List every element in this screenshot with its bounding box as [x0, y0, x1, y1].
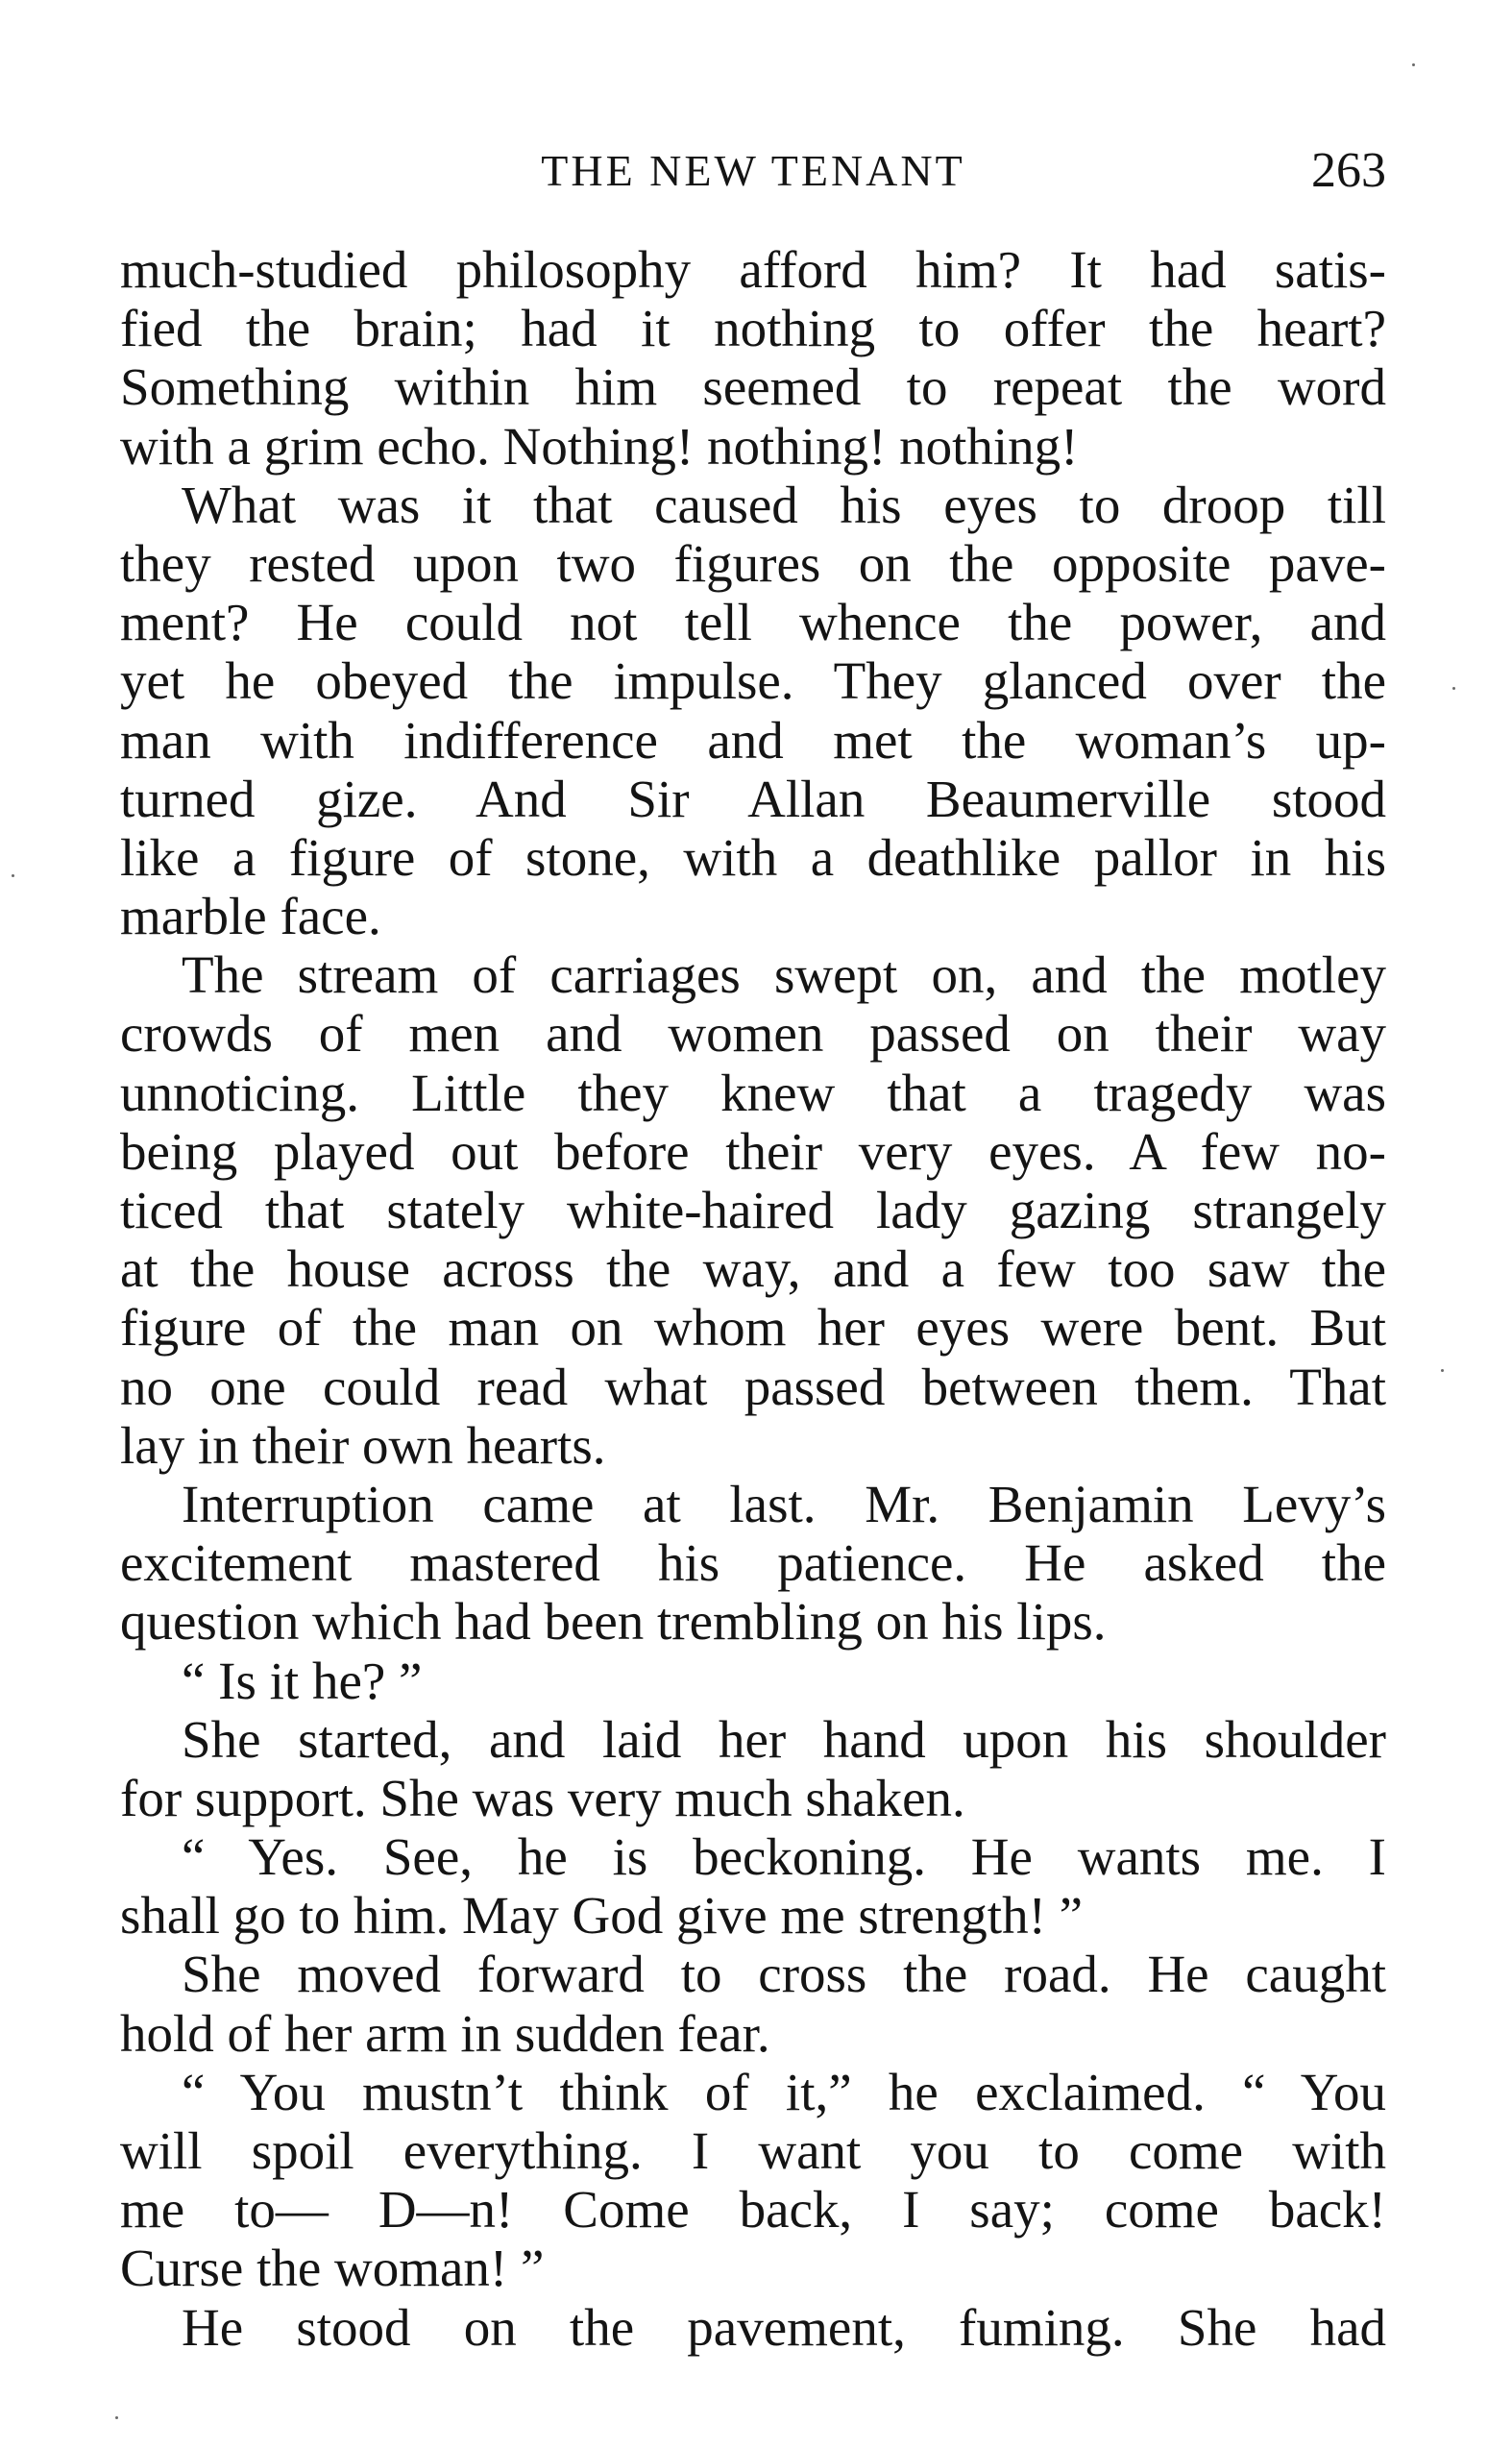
text-line: marble face. — [120, 887, 381, 946]
text-line: shall go to him. May God give me strength! ” — [120, 1886, 1084, 1946]
text-line: What was it that caused his eyes to droop till — [182, 475, 1386, 534]
text-line: turned gize. And Sir Allan Beaumerville stood — [120, 769, 1386, 828]
text-line: ticed that stately white-haired lady gazing strangely — [120, 1181, 1386, 1239]
text-line: being played out before their very eyes. A few no- — [120, 1121, 1386, 1181]
text-line: like a figure of stone, with a deathlike pallor in his — [120, 827, 1386, 887]
scan-speck — [12, 874, 14, 877]
text-line: unnoticing. Little they knew that a tragedy was — [120, 1063, 1386, 1122]
text-line: much-studied philosophy afford him? It had satis- — [120, 240, 1386, 299]
text-line: fied the brain; had it nothing to offer the heart? — [120, 299, 1386, 358]
scan-speck — [115, 2416, 118, 2419]
text-line: Interruption came at last. Mr. Benjamin Levy’s — [182, 1474, 1386, 1533]
text-line: will spoil everything. I want you to come with — [120, 2121, 1386, 2180]
text-line: excitement mastered his patience. He asked the — [120, 1533, 1386, 1593]
text-line: He stood on the pavement, fuming. She had — [182, 2297, 1386, 2357]
text-line: “ Is it he? ” — [182, 1651, 423, 1710]
text-line: lay in their own hearts. — [120, 1415, 606, 1475]
text-line: The stream of carriages swept on, and the motley — [182, 945, 1386, 1005]
text-line: figure of the man on whom her eyes were bent. But — [120, 1298, 1386, 1358]
text-line: “ You mustn’t think of it,” he exclaimed. “ You — [182, 2062, 1386, 2121]
text-line: hold of her arm in sudden fear. — [120, 2003, 770, 2063]
text-line: ment? He could not tell whence the power, and — [120, 593, 1386, 652]
text-line: they rested upon two figures on the opposite pave- — [120, 533, 1386, 593]
text-line: at the house across the way, and a few too saw the — [120, 1239, 1386, 1299]
text-line: no one could read what passed between them. That — [120, 1357, 1386, 1416]
text-line: Something within him seemed to repeat the word — [120, 357, 1386, 417]
text-line: man with indifference and met the woman’s up- — [120, 710, 1386, 770]
text-line: with a grim echo. Nothing! nothing! nothing! — [120, 416, 1079, 476]
text-line: She moved forward to cross the road. He caught — [182, 1945, 1386, 2004]
text-line: crowds of men and women passed on their way — [120, 1004, 1386, 1064]
scan-speck — [1412, 63, 1415, 66]
page-number: 263 — [1311, 143, 1386, 198]
running-head — [120, 142, 1386, 200]
scan-speck — [1452, 687, 1455, 690]
scan-speck — [1441, 1369, 1444, 1372]
running-title: THE NEW TENANT — [541, 146, 965, 195]
text-line: me to— D—n! Come back, I say; come back! — [120, 2180, 1386, 2240]
text-line: for support. She was very much shaken. — [120, 1768, 965, 1827]
text-line: question which had been trembling on his lips. — [120, 1592, 1107, 1652]
text-line: She started, and laid her hand upon his shoulder — [182, 1709, 1386, 1769]
body-text — [120, 240, 1386, 2357]
text-line: yet he obeyed the impulse. They glanced over the — [120, 651, 1386, 711]
text-line: “ Yes. See, he is beckoning. He wants me. I — [182, 1827, 1386, 1887]
text-line: Curse the woman! ” — [120, 2239, 545, 2298]
